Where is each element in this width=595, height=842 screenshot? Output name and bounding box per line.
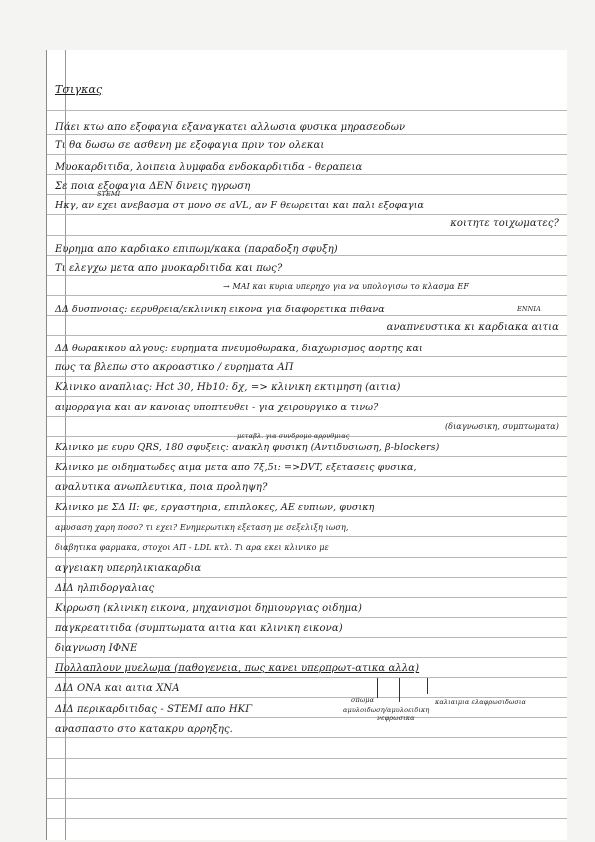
ruled-line	[47, 194, 567, 195]
note-line: κοιτητε τοιχωματες?	[450, 218, 559, 229]
note-line: Κλινικο με οιδηματωδες αιμα μετα απο 7ξ,5ι: =>DVT, εξετασεις φυσικα,	[55, 462, 417, 473]
annotation: νεφρωσικα	[377, 714, 415, 722]
ruled-line	[47, 597, 567, 598]
note-line: διαβητικα φαρμακα, στοχοι ΑΠ - LDL κτλ. Τι αρα εκει κλινικο με	[55, 543, 329, 552]
ruled-line	[47, 255, 567, 256]
note-line: Κλινικο με ΣΔ ΙΙ: φε, εργαστηρια, επιπλοκες, ΑΕ ευπιων, φυσικη	[55, 502, 375, 513]
note-line: ΔΙΔ ηλπιδοργαλιας	[55, 583, 155, 594]
ruled-line	[47, 134, 567, 135]
ruled-line	[47, 557, 567, 558]
note-line: ανασπαστο στο κατακρυ αρρηξης.	[55, 724, 233, 735]
ruled-line	[47, 496, 567, 497]
note-line: Σε ποια εξοφαγια ΔΕΝ δινεις ηγρωση	[55, 181, 251, 192]
annotation: STEMI	[97, 190, 121, 198]
note-line: Ευρημα απο καρδιακο επιπωμ/κακα (παραδοξη σφυξη)	[55, 244, 338, 255]
ruled-line	[47, 516, 567, 517]
note-line: ΔΔ θωρακικου αλγους: ευρηματα πνευμοθωρακα, διαχωρισμος αορτης και	[55, 343, 423, 354]
note-line: Κιρρωση (κλινικη εικονα, μηχανισμοι δημιουργιας οιδημα)	[55, 603, 362, 614]
ruled-line	[47, 235, 567, 236]
ruled-line	[47, 335, 567, 336]
arrow	[377, 678, 378, 698]
ruled-line	[47, 637, 567, 638]
note-line: ΔΙΔ ΟΝΑ και αιτια ΧΝΑ	[55, 683, 180, 694]
ruled-line	[47, 617, 567, 618]
note-line: αναπνευστικα κι καρδιακα αιτια	[386, 322, 559, 333]
note-line: ΔΔ δυσπνοιας: εερυθρεια/εκλινικη εικονα για διαφορετικα πιθανα	[55, 304, 385, 315]
note-line: Κλινικο αναπλιας: Hct 30, Hb10: δχ, => κλινικη εκτιμηση (αιτια)	[55, 382, 401, 393]
ruled-line	[47, 456, 567, 457]
arrow	[427, 678, 428, 694]
note-line: Τι ελεγχω μετα απο μυοκαρδιτιδα και πως?	[55, 263, 283, 274]
ruled-line	[47, 315, 567, 316]
notebook-page	[46, 50, 567, 840]
ruled-line	[47, 818, 567, 819]
ruled-line	[47, 778, 567, 779]
annotation: σπωμα	[351, 696, 375, 704]
note-line: (διαγνωσικη, συμπτωματα)	[444, 422, 559, 431]
annotation: ΕΝΝΙΑ	[517, 305, 541, 313]
note-line: αμυσαση χαρη ποσο? τι εχει? Ενημερωτικη εξεταση με σεξελιξη ιωση,	[55, 523, 349, 532]
ruled-line	[47, 110, 567, 111]
note-line: Ηκγ, αν εχει ανεβασμα στ μονο σε aVL, αν F θεωρειται και παλι εξοφαγια	[55, 200, 425, 211]
note-line: Πάει κτω απο εξοφαγια εξαναγκατει αλλωσια φυσικα μηρασεοδων	[55, 122, 406, 133]
note-line: ΔΙΔ περικαρδιτιδας - STEMI απο ΗΚΓ	[55, 704, 253, 715]
ruled-line	[47, 174, 567, 175]
ruled-line	[47, 275, 567, 276]
ruled-line	[47, 758, 567, 759]
note-line: Πολλαπλουν μυελωμα (παθογενεια, πως κανει υπερπρωτ-ατικα αλλα)	[55, 663, 420, 674]
note-line: → MAI και κυρια υπερηχο για να υπολογισω το κλασμα EF	[223, 282, 469, 291]
ruled-line	[47, 577, 567, 578]
ruled-line	[47, 536, 567, 537]
ruled-line	[47, 376, 567, 377]
note-line: αγγειακη υπερηλικιακαρδια	[55, 563, 202, 574]
note-line: διαγνωση ΙΦΝΕ	[55, 643, 138, 654]
ruled-line	[47, 717, 567, 718]
note-line: Τι θα δωσω σε ασθενη με εξοφαγια πριν τον ολεκαι	[55, 140, 325, 151]
ruled-line	[47, 295, 567, 296]
annotation: μεταβλ. για συνδρομο αρρυθμιας	[237, 432, 350, 440]
ruled-line	[47, 657, 567, 658]
note-line: Κλινικο με ευρυ QRS, 180 σφυξεις: ανακλη φυσικη (Αντιδυσιωση, β-blockers)	[55, 442, 440, 453]
ruled-line	[47, 798, 567, 799]
ruled-line	[47, 416, 567, 417]
ruled-line	[47, 677, 567, 678]
note-line: αναλυτικα ανωπλευτικα, ποια προληψη?	[55, 482, 268, 493]
arrow	[399, 678, 400, 702]
ruled-line	[47, 737, 567, 738]
note-line: πως τα βλεπω στο ακροαστικο / ευρηματα ΑΠ	[55, 362, 294, 373]
page-title: Τσιγκας	[55, 83, 103, 96]
ruled-line	[47, 154, 567, 155]
annotation: καλιαιμια ελαφρωσιδωσια	[435, 698, 527, 706]
ruled-line	[47, 356, 567, 357]
note-line: Μυοκαρδιτιδα, λοιπεια λυμφαδα ενδοκαρδιτιδα - θεραπεια	[55, 162, 363, 173]
note-line: παγκρεατιτιδα (συμπτωματα αιτια και κλινικη εικονα)	[55, 623, 343, 634]
ruled-line	[47, 396, 567, 397]
annotation: αμυλοιδωση/αμυλοειδικη	[343, 706, 430, 714]
note-line: αιμορραγια και αν κανοιας υποπτευθει - για χειρουργικο α τινω?	[55, 402, 379, 413]
ruled-line	[47, 214, 567, 215]
ruled-line	[47, 476, 567, 477]
